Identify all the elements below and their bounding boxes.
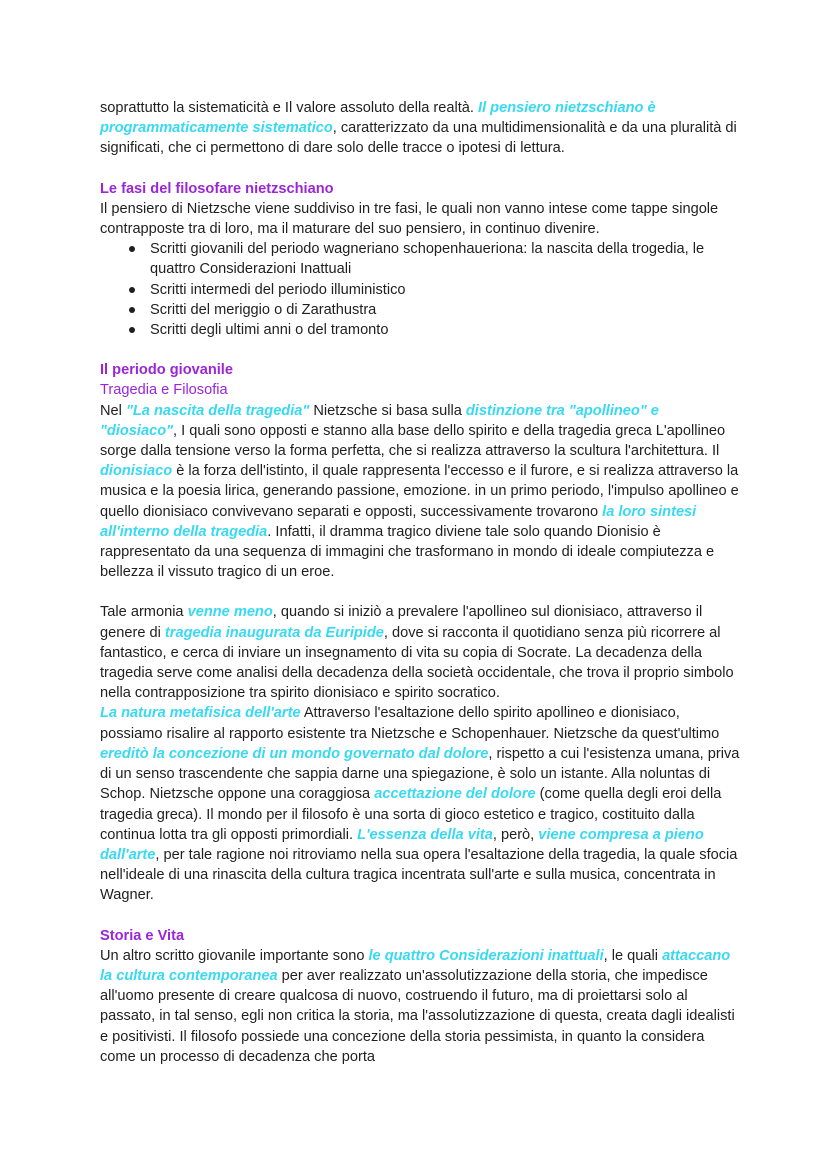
highlight: distinzione tra "apollineo" e "diosiaco" (100, 402, 659, 439)
text-run: Tale armonia (100, 604, 188, 621)
text-run: Attraverso l'esaltazione dello spirito apollineo e dionisiaco, possiamo risalire al rapporto esistente tra Nietzsche e Schopenhauer. Nietzsche da quest'ultimo (100, 705, 720, 742)
highlight: viene compresa a pieno dall'arte (100, 826, 704, 863)
text-run: , dove si racconta il quotidiano senza più ricorrere al fantastico, e cerca di inviare un insegnamento di vita su copia di Socrate. La decadenza della tragedia serve come analisi della decadenza della società occidentale, che trova il proprio simbolo nella contrapposizione tra spirito dionisiaco e spirito socratico. (100, 624, 734, 702)
highlight: attaccano la cultura contemporanea (100, 947, 731, 984)
text-run: , rispetto a cui l'esistenza umana, priva di un senso trascendente che sappia darne una spiegazione, è solo un istante. Alla noluntas di Schop. Nietzsche oppone una coraggiosa (100, 745, 740, 803)
highlight: La natura metafisica dell'arte (100, 705, 301, 722)
text-run: , caratterizzato da una multidimensionalità e da una pluralità di significati, che ci permettono di dare solo delle tracce o ipotesi di lettura. (100, 120, 737, 157)
highlight: Il pensiero nietzschiano è programmaticamente sistematico (100, 100, 656, 137)
text-run: (come quella degli eroi della tragedia greca). Il mondo per il filosofo è una sorta di gioco estetico e tragico, costituito dalla continua lotta tra gli opposti primordiali. (100, 786, 722, 843)
highlight: le quattro Considerazioni inattuali (368, 947, 604, 964)
text-run: , I quali sono opposti e stanno alla base dello spirito e della tragedia greca L'apollineo sorge dalla tensione verso la forma perfetta, che si realizza attraverso la scultura l'architettura. Il (100, 422, 726, 460)
highlight: venne meno (187, 604, 273, 621)
text-run: , per tale ragione noi ritroviamo nella sua opera l'esaltazione della tragedia, la quale sfocia nell'ideale di una rinascita della cultura tragica incentrata sull'arte e sulla musica, concentrata in Wagner. (100, 846, 738, 904)
text-run: soprattutto la sistematicità e Il valore assoluto della realtà. (100, 100, 479, 116)
list-item: Scritti del meriggio o di Zarathustra (126, 300, 740, 320)
text-run: per aver realizzato un'assolutizzazione della storia, che impedisce all'uomo presente di creare qualcosa di nuovo, costruendo il futuro, ma di proiettarsi solo al passato, in tal senso, egli non critica la storia, ma l'assolutizzazione di questa, creata dagli idealisti e positivisti. Il filosofo possiede una concezione della storia pessimista, in quanto la considera come un processo di decadenza che porta (100, 967, 735, 1065)
subheading-tragedia: Tragedia e Filosofia (100, 382, 228, 399)
text-run: Nietzsche si basa sulla (309, 402, 466, 419)
highlight: accettazione del dolore (374, 786, 536, 803)
highlight: la loro sintesi all'interno della tragedia (100, 503, 697, 540)
section-heading-giovanile: Il periodo giovanile (100, 362, 233, 379)
metafisica-paragraph (100, 703, 740, 905)
fasi-list (100, 239, 740, 340)
highlight: tragedia inaugurata da Euripide (164, 624, 384, 641)
tragedia-paragraph (100, 401, 740, 583)
section-heading-storia: Storia e Vita (100, 927, 185, 944)
list-item: Scritti giovanili del periodo wagneriano schopenhaueriona: la nascita della trogedia, le quattro Considerazioni Inattuali (126, 239, 740, 279)
text-run: è la forza dell'istinto, il quale rappresenta l'eccesso e il furore, e si realizza attraverso la musica e la poesia lirica, generando passione, emozione. in un primo periodo, l'impulso apollineo e quello dionisiaco convivevano separati e opposti, successivamente trovarono (100, 463, 739, 520)
highlight: ereditò la concezione di un mondo governato dal dolore (100, 745, 489, 762)
text-run: , però, (492, 826, 539, 843)
list-item: Scritti degli ultimi anni o del tramonto (126, 320, 740, 340)
text-run: , le quali (603, 947, 663, 964)
list-item: Scritti intermedi del periodo illuministico (126, 280, 740, 300)
text-run: . Infatti, il dramma tragico diviene tale solo quando Dionisio è rappresentato da una sequenza di immagini che trasformano in mondo di ideale compiutezza e bellezza il vissuto tragico di un eroe. (100, 523, 715, 581)
document-page (100, 98, 740, 1067)
section-heading-fasi: Le fasi del filosofare nietzschiano (100, 180, 334, 197)
intro-paragraph (100, 98, 740, 159)
storia-paragraph (100, 946, 740, 1067)
text-run: Un altro scritto giovanile importante sono (100, 947, 369, 964)
highlight: L'essenza della vita (357, 826, 493, 843)
fasi-paragraph: Il pensiero di Nietzsche viene suddiviso in tre fasi, le quali non vanno intese come tappe singole contrapposte tra di loro, ma il maturare del suo pensiero, in continuo divenire. (100, 200, 719, 238)
highlight: "La nascita della tragedia" (125, 402, 310, 419)
armonia-paragraph (100, 602, 740, 703)
text-run: , quando si iniziò a prevalere l'apollineo sul dionisiaco, attraverso il genere di (100, 604, 703, 641)
text-run: Nel (100, 402, 126, 419)
highlight: dionisiaco (100, 463, 173, 480)
